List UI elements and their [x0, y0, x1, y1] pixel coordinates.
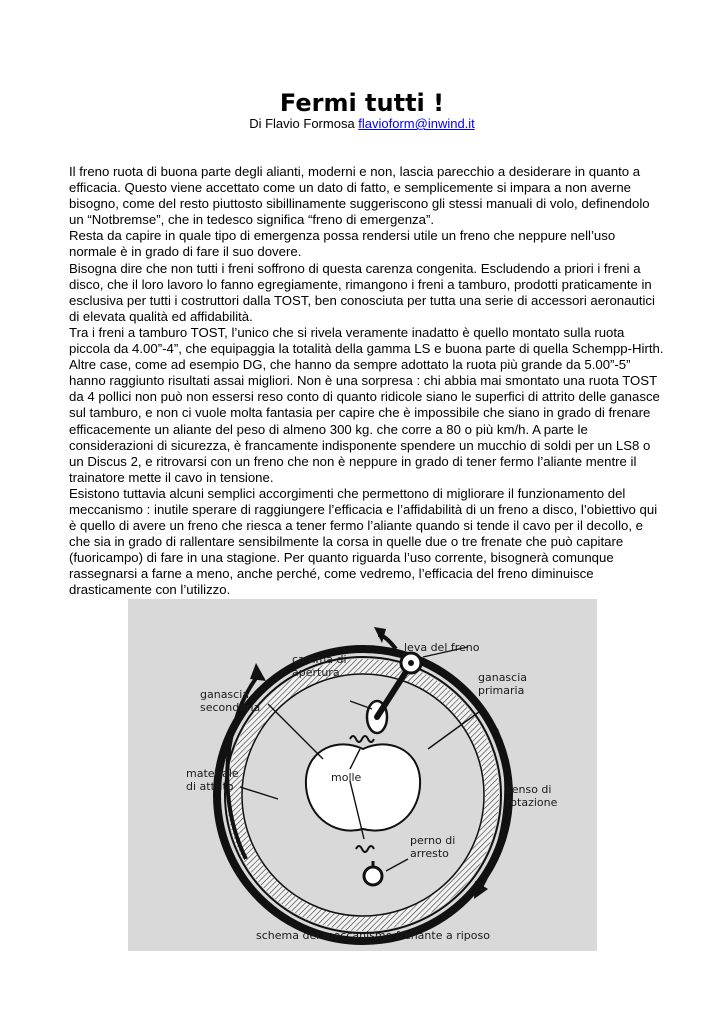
label-opening-cam-2: apertura — [292, 666, 340, 679]
rotation-arrowhead-left — [250, 663, 266, 681]
hub-cutout — [306, 744, 420, 830]
pointer-secondary-shoe — [268, 704, 323, 759]
author-name: Di Flavio Formosa — [249, 116, 359, 131]
label-rotation-2: rotazione — [506, 796, 558, 809]
figure-caption: schema del meccanismo frenante a riposo — [256, 929, 490, 942]
brake-lever-hole — [408, 660, 414, 666]
label-springs: molle — [331, 771, 362, 784]
brake-diagram-figure — [128, 599, 597, 951]
author-email-link[interactable]: flavioform@inwind.it — [358, 116, 475, 131]
label-primary-shoe-1: ganascia — [478, 671, 528, 684]
pointer-stop-pin — [386, 859, 408, 871]
stop-pin — [364, 867, 382, 885]
label-brake-lever: leva del freno — [404, 641, 480, 654]
paragraph: Tra i freni a tamburo TOST, l’unico che si rivela veramente inadatto è quello montato sulla ruota piccola da 4.00”-4”, che equipaggia la totalità della gamma LS e buona parte di quella Schempp-Hirth. Altre case, come ad esempio DG, che hanno da sempre adottato la ruota più grande da 5.00”-5” hanno raggiunto risultati assai migliori. Non è una sorpresa : chi abbia mai smontato una ruota TOST da 4 pollici non può non essersi reso conto di quanto ridicole siano le superfici di attrito delle ganasce sul tamburo, e non ci vuole molta fantasia per capire che è impossibile che siano in grado di frenare efficacemente un aliante del peso di almeno 300 kg. che corre a 80 o più km/h. A parte le considerazioni di sicurezza, è francamente indisponente spendere un mucchio di soldi per un LS8 o un Discus 2, e ritrovarsi con un freno che non è neppure in grado di tener fermo l’aliante mentre il trainatore mette il cavo in tensione. — [69, 324, 664, 485]
lever-arrowhead — [374, 627, 386, 643]
paragraph: Esistono tuttavia alcuni semplici accorgimenti che permettono di migliorare il funzionamento del meccanismo : inutile sperare di raggiungere l’efficacia e l’affidabilità di un freno a disco, l’obiettivo qui è quello di avere un freno che riesca a tener fermo l’aliante quando si tende il cavo per il decollo, e che sia in grado di rallentare sensibilmente la corsa in quelle due o tre frenate che può capitare (fuoricampo) di fare in una stagione. Per quanto riguarda l’uso corrente, bisognerà comunque rassegnarsi a farne a meno, anche perché, come vedremo, l’efficacia del freno diminuisce drasticamente con l’utilizzo. — [69, 485, 658, 598]
pointer-friction-material — [240, 787, 278, 799]
label-rotation-1: senso di — [506, 783, 552, 796]
label-friction-material-1: materiale — [186, 767, 239, 780]
label-stop-pin-2: arresto — [410, 847, 449, 860]
label-secondary-shoe-1: ganascia — [200, 688, 250, 701]
paragraph: Resta da capire in quale tipo di emergenza possa rendersi utile un freno che neppure nell’uso normale è in grado di fare il suo dovere. — [69, 228, 616, 260]
label-secondary-shoe-2: secondaria — [200, 701, 261, 714]
upper-spring — [350, 736, 374, 742]
lower-spring — [356, 846, 374, 852]
byline — [0, 116, 724, 132]
label-stop-pin-1: perno di — [410, 834, 456, 847]
article-body — [69, 164, 664, 599]
pointer-opening-cam — [350, 701, 372, 709]
label-opening-cam-1: camma di — [292, 653, 347, 666]
paragraph: Bisogna dire che non tutti i freni soffrono di questa carenza congenita. Escludendo a priori i freni a disco, che il loro lavoro lo fanno egregiamente, rimangono i freni a tamburo, prodotti praticamente in esclusiva per tutti i costruttori dalla TOST, ben conosciuta per tutta una serie di accessori aeronautici di elevata qualità ed affidabilità. — [69, 260, 655, 324]
page-title: Fermi tutti ! — [279, 89, 445, 117]
paragraph: Il freno ruota di buona parte degli alianti, moderni e non, lascia parecchio a desiderare in quanto a efficacia. Questo viene accettato come un dato di fatto, e semplicemente si impara a non averne bisogno, come del resto piuttosto sibillinamente suggeriscono gli stessi manuali di volo, definendolo un “Notbremse”, che in tedesco significa “freno di emergenza”. — [69, 164, 650, 228]
label-primary-shoe-2: primaria — [478, 684, 525, 697]
brake-diagram — [128, 599, 597, 951]
label-friction-material-2: di attrito — [186, 780, 234, 793]
